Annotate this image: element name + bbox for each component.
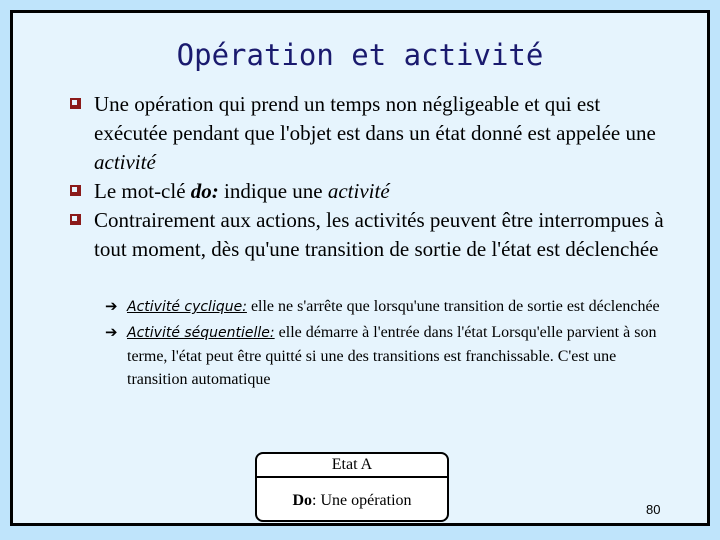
sub-bullet-item: [105, 295, 675, 319]
sub-bullet-text: elle ne s'arrête que lorsqu'une transition de sortie est déclenchée: [246, 298, 660, 315]
arrow-bullet-icon: ➔: [105, 297, 118, 315]
state-activity: [257, 488, 447, 514]
sub-bullet-text: elle démarre à l'entrée dans l'état Lorsqu'elle parvient à son terme, l'état peut être quitté si une des transitions est franchissable. C'est une transition automatique: [127, 324, 657, 388]
sub-bullet-list: [105, 295, 675, 393]
page-number: 80: [646, 502, 661, 517]
slide-title: Opération et activité: [176, 38, 544, 72]
bullet-emphasis: activité: [94, 150, 156, 174]
state-diagram-box: [255, 452, 449, 522]
square-bullet-icon: [70, 98, 81, 109]
bullet-keyword: do:: [190, 179, 219, 203]
bullet-text: Contrairement aux actions, les activités peuvent être interrompues à tout moment, dès qu'une transition de sortie de l'état est déclenchée: [94, 208, 664, 261]
state-do-keyword: Do: [292, 492, 313, 509]
bullet-list: [70, 90, 670, 264]
sub-bullet-item: [105, 321, 675, 391]
bullet-text: Le mot-clé: [94, 179, 191, 203]
state-name: Etat A: [257, 454, 447, 478]
bullet-emphasis: activité: [327, 179, 390, 203]
bullet-text: indique une: [218, 179, 328, 203]
bullet-item: [70, 206, 670, 264]
square-bullet-icon: [70, 214, 81, 225]
bullet-text: Une opération qui prend un temps non négligeable et qui est exécutée pendant que l'objet est dans un état donné est appelée une: [94, 92, 656, 145]
slide-frame: [10, 10, 710, 526]
sub-bullet-label: Activité cyclique:: [127, 299, 247, 315]
square-bullet-icon: [70, 185, 81, 196]
bullet-item: [70, 177, 670, 206]
state-do-text: : Une opération: [312, 492, 412, 509]
arrow-bullet-icon: ➔: [105, 323, 118, 341]
sub-bullet-label: Activité séquentielle:: [127, 325, 275, 341]
bullet-item: [70, 90, 670, 177]
